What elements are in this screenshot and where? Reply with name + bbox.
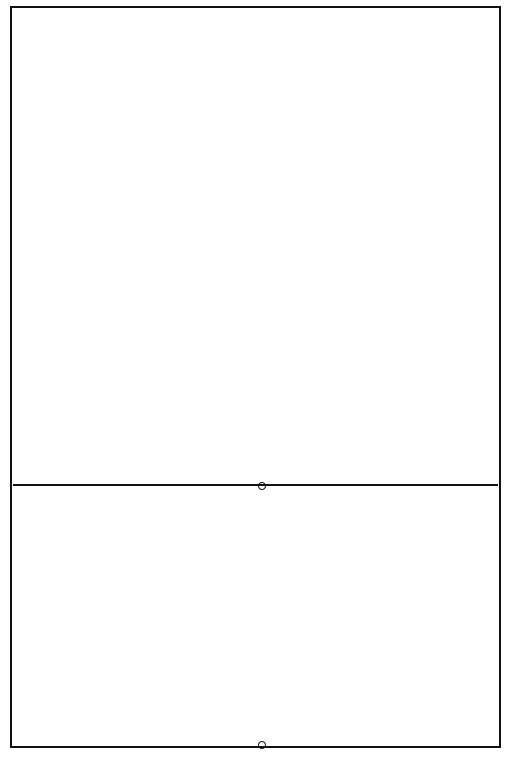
panel-divider [13, 484, 498, 486]
lower-panel [14, 490, 497, 740]
upper-panel [14, 11, 497, 483]
circle-mark-upper [258, 482, 266, 490]
circle-mark-lower [258, 741, 266, 749]
